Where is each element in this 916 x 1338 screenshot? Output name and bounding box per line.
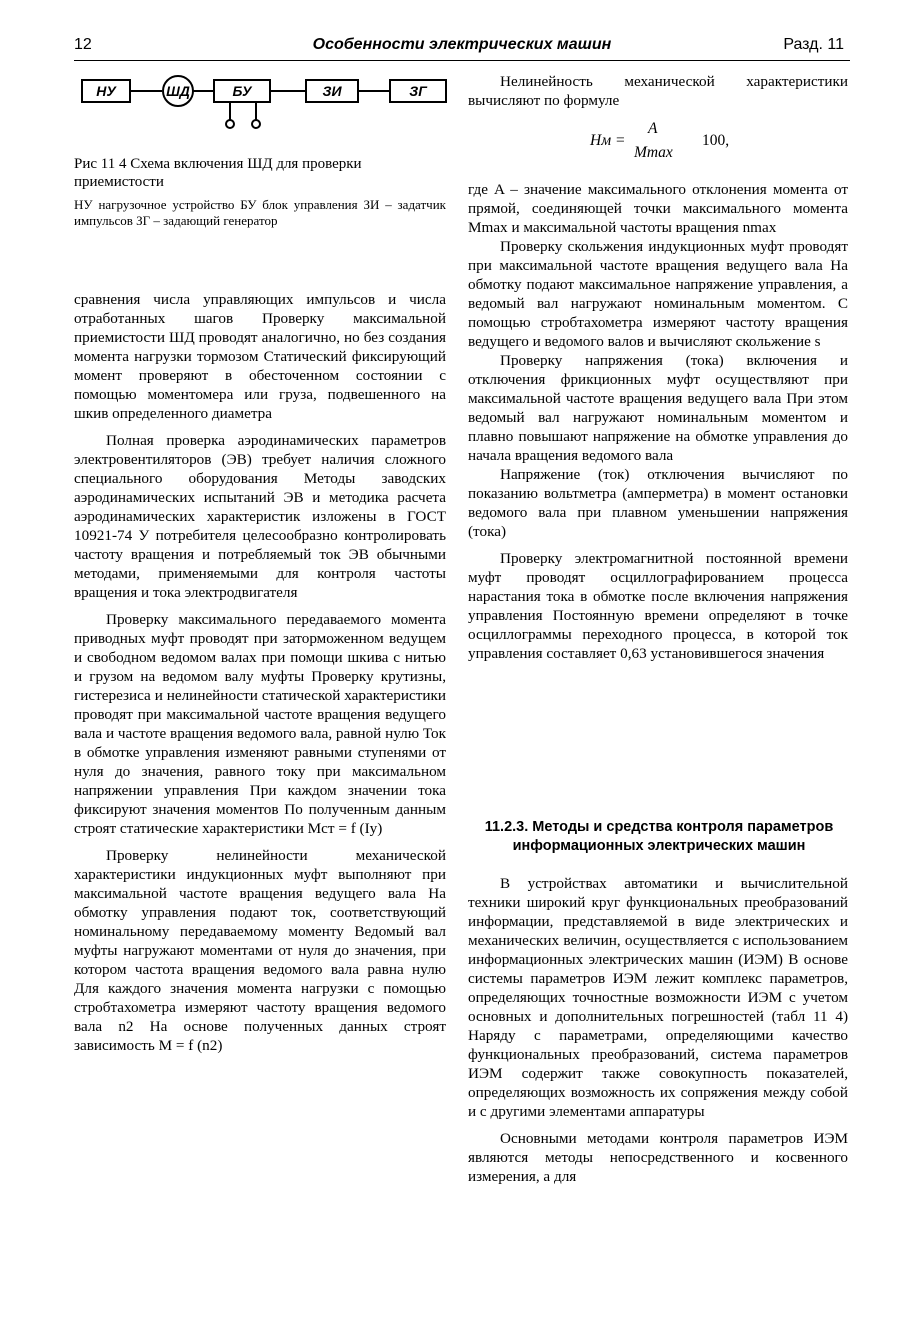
paragraph: Проверку напряжения (тока) включения и отключения фрикционных муфт осуществляют при максимальной частоте вращения ведущего вала При этом ведомый вал нагружают номинальным моментом и плавно повышают напряжение на обмотке управления до начала вращения ведомого вала [468, 352, 848, 464]
label-bu: БУ [232, 83, 252, 99]
formula-factor: 100, [702, 132, 730, 149]
label-nu: НУ [96, 83, 116, 99]
caption-legend: НУ нагрузочное устройство БУ блок управления ЗИ – задатчик импульсов ЗГ – задающий генератор [74, 197, 446, 228]
left-column [74, 290, 446, 1055]
right-column-lower [468, 874, 848, 1186]
paragraph: Проверку электромагнитной постоянной времени муфт проводят осциллографированием процесса нарастания тока в обмотке после включения напряжения управления Постоянную времени определяют в точке осциллограммы переходного процесса, в которой ток управления составляет 0,63 установившегося значения [468, 550, 848, 662]
label-zg: ЗГ [409, 83, 427, 99]
paragraph: Проверку максимального передаваемого момента приводных муфт проводят при заторможенном ведущем и свободном ведомом валах при помощи шкива с нитью и грузом на ведомом валу муфты Проверку крутизны, гистерезиса и нелинейности статической характеристики проводят при максимальной частоте вращения ведущего вала и частоте вращения ведомого вала, равной нулю Ток в обмотке управления изменяют равными ступенями от нуля до значения, равного току при максимальном напряжении управления При каждом значении тока фиксируют значения моментов По полученным данным строят статические характеристики Mст = f (Iу) [74, 611, 446, 837]
label-shd: ШД [166, 83, 190, 99]
paragraph: Полная проверка аэродинамических параметров электровентиляторов (ЭВ) требует наличия сложного специального оборудования Методы заводских аэродинамических испытаний ЭВ и методика расчета аэродинамических характеристик изложены в ГОСТ 10921-74 У потребителя целесообразно контролировать частоту вращения и потребляемый ток ЭВ обычными методами, применяемыми для контроля частоты вращения и тока электродвигателя [74, 432, 446, 601]
figure-caption [74, 155, 446, 229]
formula-numerator: A [648, 120, 658, 137]
paragraph: сравнения числа управляющих импульсов и числа отработанных шагов Проверку максимальной приемистости ШД проводят аналогично, но без создания момента нагрузки тормозом Статический фиксирующий момент проверяют в обесточенном состоянии с помощью моментомера или груза, подвешенного на шкив определенного диаметра [74, 291, 446, 422]
block-diagram [74, 68, 454, 148]
page-number: 12 [74, 36, 92, 53]
paragraph: Напряжение (ток) отключения вычисляют по показанию вольтметра (амперметра) в момент остановки ведомого вала при плавном уменьшении напряжения (тока) [468, 466, 848, 540]
paragraph: где A – значение максимального отклонения момента от прямой, соединяющей точки максимального момента Mmax и максимальной частоты вращения nmax [468, 181, 848, 236]
formula-lhs: Hм = [590, 132, 626, 149]
paragraph: Нелинейность механической характеристики вычисляют по формуле [468, 73, 848, 109]
paragraph: Проверку скольжения индукционных муфт проводят при максимальной частоте вращения ведущего вала На обмотку подают максимальное напряжение управления, а ведомый вал нагружают номинальным моментом. С помощью стробтахометра измеряют частоту вращения ведущего и ведомого валов и вычисляют скольжение s [468, 238, 848, 350]
terminal-1 [226, 120, 234, 128]
label-zi: ЗИ [322, 83, 342, 99]
formula [590, 116, 790, 168]
paragraph: В устройствах автоматики и вычислительной техники широкий круг функциональных преобразований информации, представляемой в виде электрических и механических величин, осуществляется с использованием информационных электрических машин (ИЭМ) В основе системы параметров ИЭМ лежит комплекс параметров, определяющих точностные возможности ИЭМ с учетом основных и дополнительных погрешностей (табл 11 4) Наряду с параметрами, определяющими качество функциональных преобразований, система параметров ИЭМ содержит также совокупность показателей, определяющих возможность их сопряжения между собой и с другими элементами аппаратуры [468, 875, 848, 1120]
terminal-2 [252, 120, 260, 128]
running-title: Особенности электрических машин [312, 36, 612, 53]
paragraph: Основными методами контроля параметров ИЭМ являются методы непосредственного и косвенного измерения, а для [468, 1130, 848, 1185]
running-header [74, 34, 850, 61]
section-label: Разд. 11 [783, 36, 844, 53]
caption-title: Рис 11 4 Схема включения ШД для проверки приемистости [74, 156, 362, 190]
subsection-title: 11.2.3. Методы и средства контроля параметров информационных электрических машин [484, 819, 834, 854]
formula-denominator: Mmax [634, 144, 673, 161]
paragraph: Проверку нелинейности механической характеристики индукционных муфт выполняют при максимальной частоте вращения ведущего вала На обмотку управления подают ток, соответствующий номинальному передаваемому моменту Ведомый вал муфты нагружают моментами от нуля до значения, при котором частота вращения ведомого вала равна нулю Для каждого значения момента нагрузки с помощью стробтахометра измеряют частоту вращения ведомого вала n2 На основе полученных данных строят зависимость M = f (n2) [74, 847, 446, 1054]
